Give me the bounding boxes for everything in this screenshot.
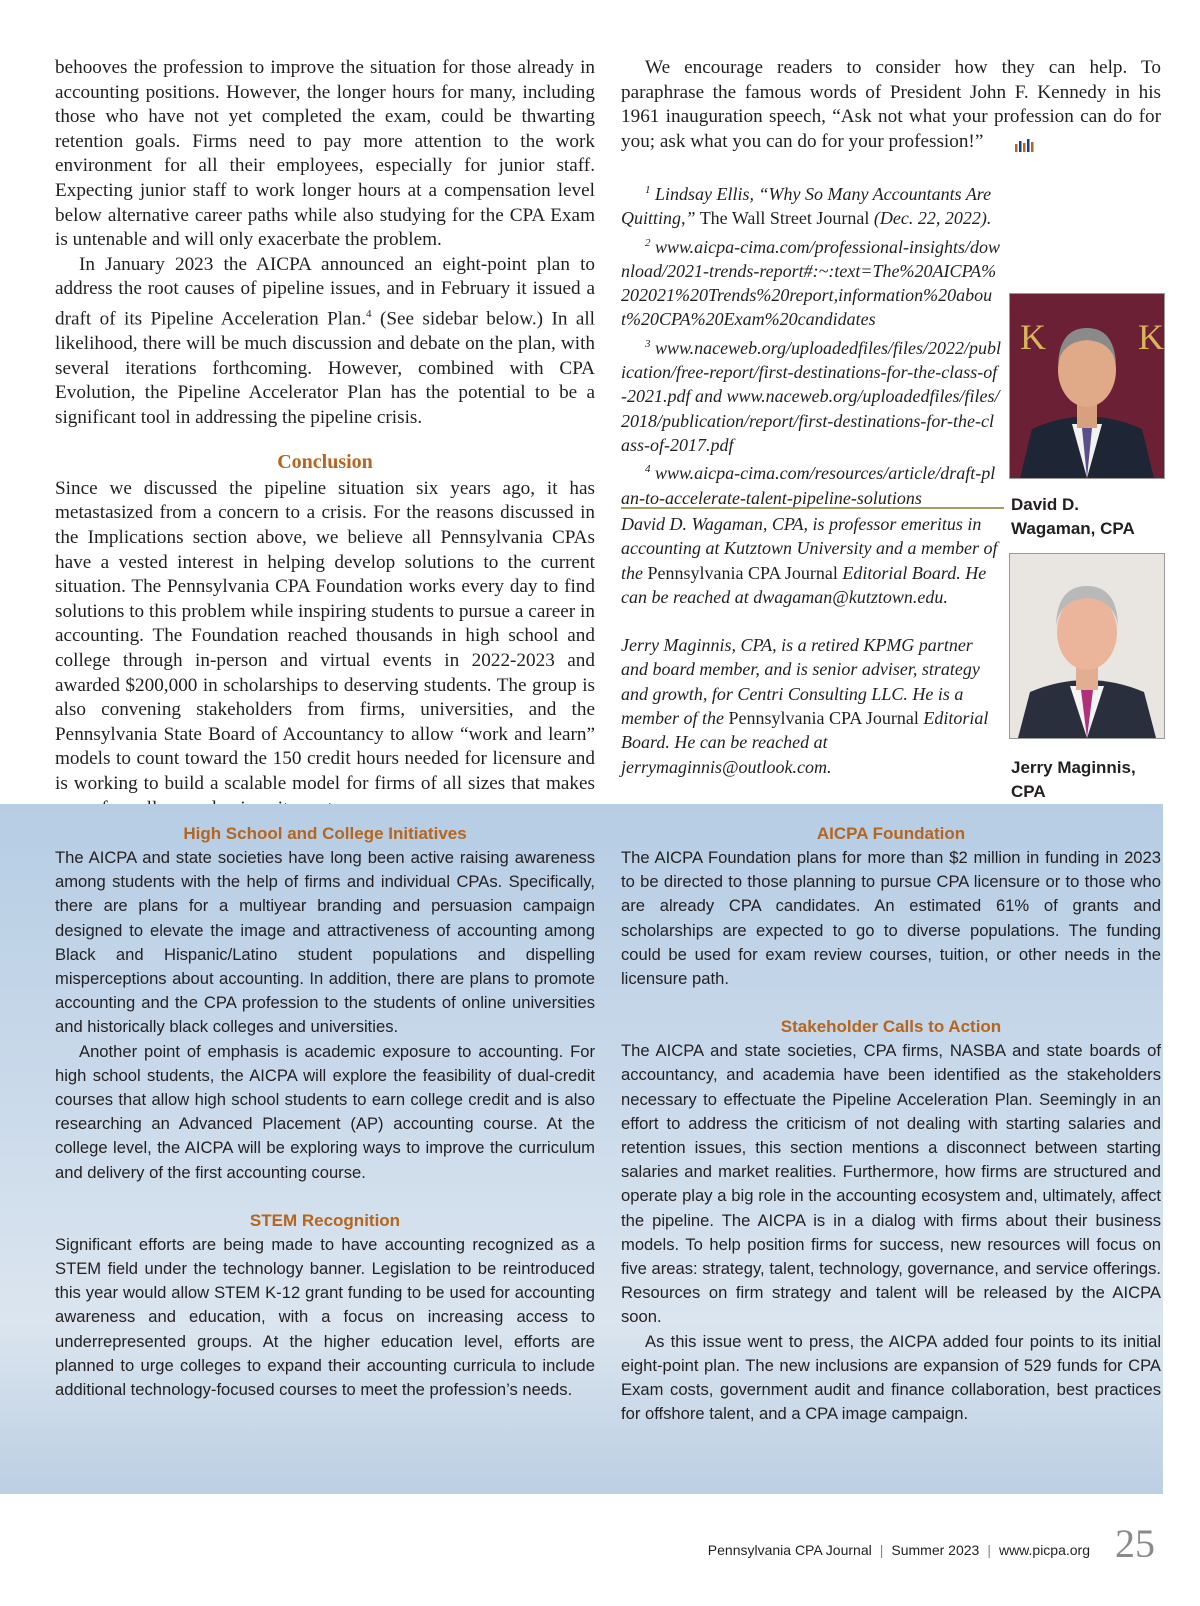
sidebar-paragraph: The AICPA Foundation plans for more than $2 million in funding in 2023 to be directed to those planning to pursue CPA licensure or to those who are already CPA candidates. An estimated 61% of grants and scholarships are expected to go to diverse populations. The funding could be used for exam review courses, tuition, or other needs in the licensure path. [621, 848, 1161, 989]
footnote-4: $^4$ www.aicpa-cima.com/resources/article/draft-plan-to-accelerate-talent-pipeline-solutions [621, 463, 996, 508]
sidebar-heading: Stakeholder Calls to Action [780, 1017, 1002, 1037]
footnote-3: $^3$ www.naceweb.org/uploadedfiles/files/2022/publication/free-report/first-destinations-for-the-class-of-2021.pdf and www.naceweb.org/uploadedfiles/files/2018/publication/report/first-destinations-for-the-class-of-2017.pdf [621, 337, 1001, 455]
bio-david: David D. Wagaman, CPA, is professor emeritus in accounting at Kutztown University and a member of the Pennsylvania CPA Journal Editorial Board. He can be reached at dwagaman@kutztown.edu. [621, 514, 998, 607]
footnote-1: $^1$ Lindsay Ellis, “Why So Many Accountants Are Quitting,” The Wall Street Journal (Dec. 22, 2022). [621, 184, 992, 229]
right-article-column [621, 56, 1161, 154]
bio-jerry: Jerry Maginnis, CPA, is a retired KPMG partner and board member, and is senior adviser, strategy and growth, for Centri Consulting LLC. He is a member of the Pennsylvania CPA Journal Editorial Board. He can be reached at jerrymaginnis@outlook.com. [621, 635, 989, 777]
bio-divider [621, 507, 1004, 509]
sidebar-heading: High School and College Initiatives [183, 824, 467, 843]
sidebar-paragraph: As this issue went to press, the AICPA added four points to its initial eight-point plan. The new inclusions are expansion of 529 funds for CPA Exam costs, government audit and finance collaboration, best practices for offshore talent, and a CPA image campaign. [621, 1331, 1161, 1424]
sidebar-box [0, 804, 1163, 1494]
footer-journal: Pennsylvania CPA Journal [707, 1542, 872, 1558]
author-bios [621, 512, 1001, 803]
sidebar-paragraph: The AICPA and state societies, CPA firms, NASBA and state boards of accountancy, and academia have been identified as the stakeholders necessary to effectuate the Pipeline Acceleration Plan. Seemingly in an effort to address the criticism of not dealing with starting salaries and retention issues, this section mentions a disconnect between starting salaries and market realities. Furthermore, how firms are structured and operate play a big role in the accounting ecosystem and, ultimately, affect the pipeline. The AICPA is in a dialog with firms about their business models. To help position firms for success, new resources will focus on five areas: strategy, talent, technology, governance, and service offerings. Resources on firm strategy and talent will be released by the AICPA soon. [621, 1041, 1161, 1327]
svg-text:K: K [1138, 317, 1164, 357]
sidebar-right-column [621, 822, 1161, 1426]
footer-site-link[interactable]: www.picpa.org [998, 1542, 1090, 1558]
page-number: 25 [1115, 1521, 1155, 1566]
svg-text:K: K [1020, 317, 1046, 357]
footnote-2: $^2$ www.aicpa-cima.com/professional-insights/download/2021-trends-report#:~:text=The%20AICPA%202021%20Trends%20report,information%20about%20CPA%20Exam%20candidates [621, 236, 1000, 330]
sidebar-left-column [55, 822, 595, 1402]
footnote-link[interactable]: www.aicpa-cima.com/resources/article/draft-plan-to-accelerate-talent-pipeline-solutions [621, 463, 996, 508]
conclusion-heading: Conclusion [277, 451, 373, 474]
footnote-link[interactable]: www.aicpa-cima.com/professional-insights/download/2021-trends-report#:~:text=The%20AICPA%202021%20Trends%20report,information%20about%20CPA%20Exam%20candidates [621, 236, 1000, 330]
footer-issue: Summer 2023 [891, 1542, 980, 1558]
article-paragraph: behooves the profession to improve the situation for those already in accounting positions. However, the longer hours for many, including those who have not yet completed the exam, could be thwarting retention goals. Firms need to pay more attention to the work environment for all their employees, especially for junior staff. Expecting junior staff to work longer hours at a compensation level below alternative career paths while also studying for the CPA Exam is untenable and will only exacerbate the problem. [55, 57, 595, 251]
sidebar-paragraph: Significant efforts are being made to have accounting recognized as a STEM field under the technology banner. Legislation to be reintroduced this year would allow STEM K-12 grant funding to be used for accounting awareness and education, with a focus on increasing access to underrepresented groups. At the higher education level, efforts are planned to urge colleges to expand their accounting curricula to include additional technology-focused courses to meet the profession’s needs. [55, 1234, 595, 1400]
sidebar-paragraph: The AICPA and state societies have long been active raising awareness among students with the help of firms and individual CPAs. Specifically, there are plans for a multiyear branding and persuasion campaign designed to elevate the image and attractiveness of accounting among Black and Hispanic/Latino student populations and dispelling misperceptions about accounting. In addition, there are plans to promote accounting and the CPA profession to the students of online universities and historically black colleges and universities. [55, 848, 595, 1037]
page-footer [0, 1512, 1200, 1572]
sidebar-heading: AICPA Foundation [816, 824, 966, 843]
left-article-column [55, 56, 595, 821]
article-paragraph: In January 2023 the AICPA announced an eight-point plan to address the root causes of pipeline issues, and in February it issued a draft of its Pipeline Acceleration Plan.$^4$ (See sidebar below.) In all likelihood, there will be much discussion and debate on the plan, with several iterations forthcoming. However, combined with CPA Evolution, the Pipeline Accelerator Plan has the potential to be a significant tool in addressing the pipeline crisis. [55, 253, 596, 428]
footnotes [621, 178, 1001, 510]
photo-caption-david: David D. Wagaman, CPA [1011, 495, 1135, 538]
author-photo-jerry [1009, 553, 1165, 739]
footer-credit: Pennsylvania CPA Journal | Summer 2023 | www.picpa.org [707, 1542, 1090, 1558]
photo-caption-jerry: Jerry Maginnis, CPA [1011, 758, 1136, 801]
footnote-link[interactable]: www.naceweb.org/uploadedfiles/files/2022/publication/free-report/first-destinations-for-the-class-of-2021.pdf and www.naceweb.org/uploadedfiles/files/2018/publication/report/first-destinations-for-the-class-of-2017.pdf [621, 337, 1001, 455]
article-paragraph: Since we discussed the pipeline situation six years ago, it has metastasized from a concern to a crisis. For the reasons discussed in the Implications section above, we believe all Pennsylvania CPAs have a vested interest in helping develop solutions to the current situation. The Pennsylvania CPA Foundation works every day to find solutions to this problem while inspiring students to pursue a career in accounting. The Foundation reached thousands in high school and college through in-person and virtual events in 2022-2023 and awarded $200,000 in scholarships to deserving students. The group is also convening stakeholders from firms, universities, and the Pennsylvania State Board of Accountancy to allow “work and learn” models to count toward the 150 credit hours needed for licensure and is working to build a scalable model for firms of all sizes that makes [55, 477, 595, 795]
author-photo-david [1009, 293, 1165, 479]
sidebar-heading: STEM Recognition [249, 1210, 401, 1230]
closing-paragraph: We encourage readers to consider how they can help. To paraphrase the famous words of President John F. Kennedy in his 1961 inauguration speech, “Ask not what your profession can do for you; ask what you can do for your profession!” [621, 57, 1161, 152]
sidebar-paragraph: Another point of emphasis is academic exposure to accounting. For high school students, the AICPA will explore the feasibility of dual-credit courses that allow high school students to earn college credit and is also researching an Advanced Placement (AP) accounting course. At the college level, the AICPA will be exploring ways to improve the curriculum and delivery of the first accounting course. [55, 1041, 595, 1182]
footnote-ref: 4 [366, 307, 372, 320]
end-mark-icon [989, 135, 1011, 149]
